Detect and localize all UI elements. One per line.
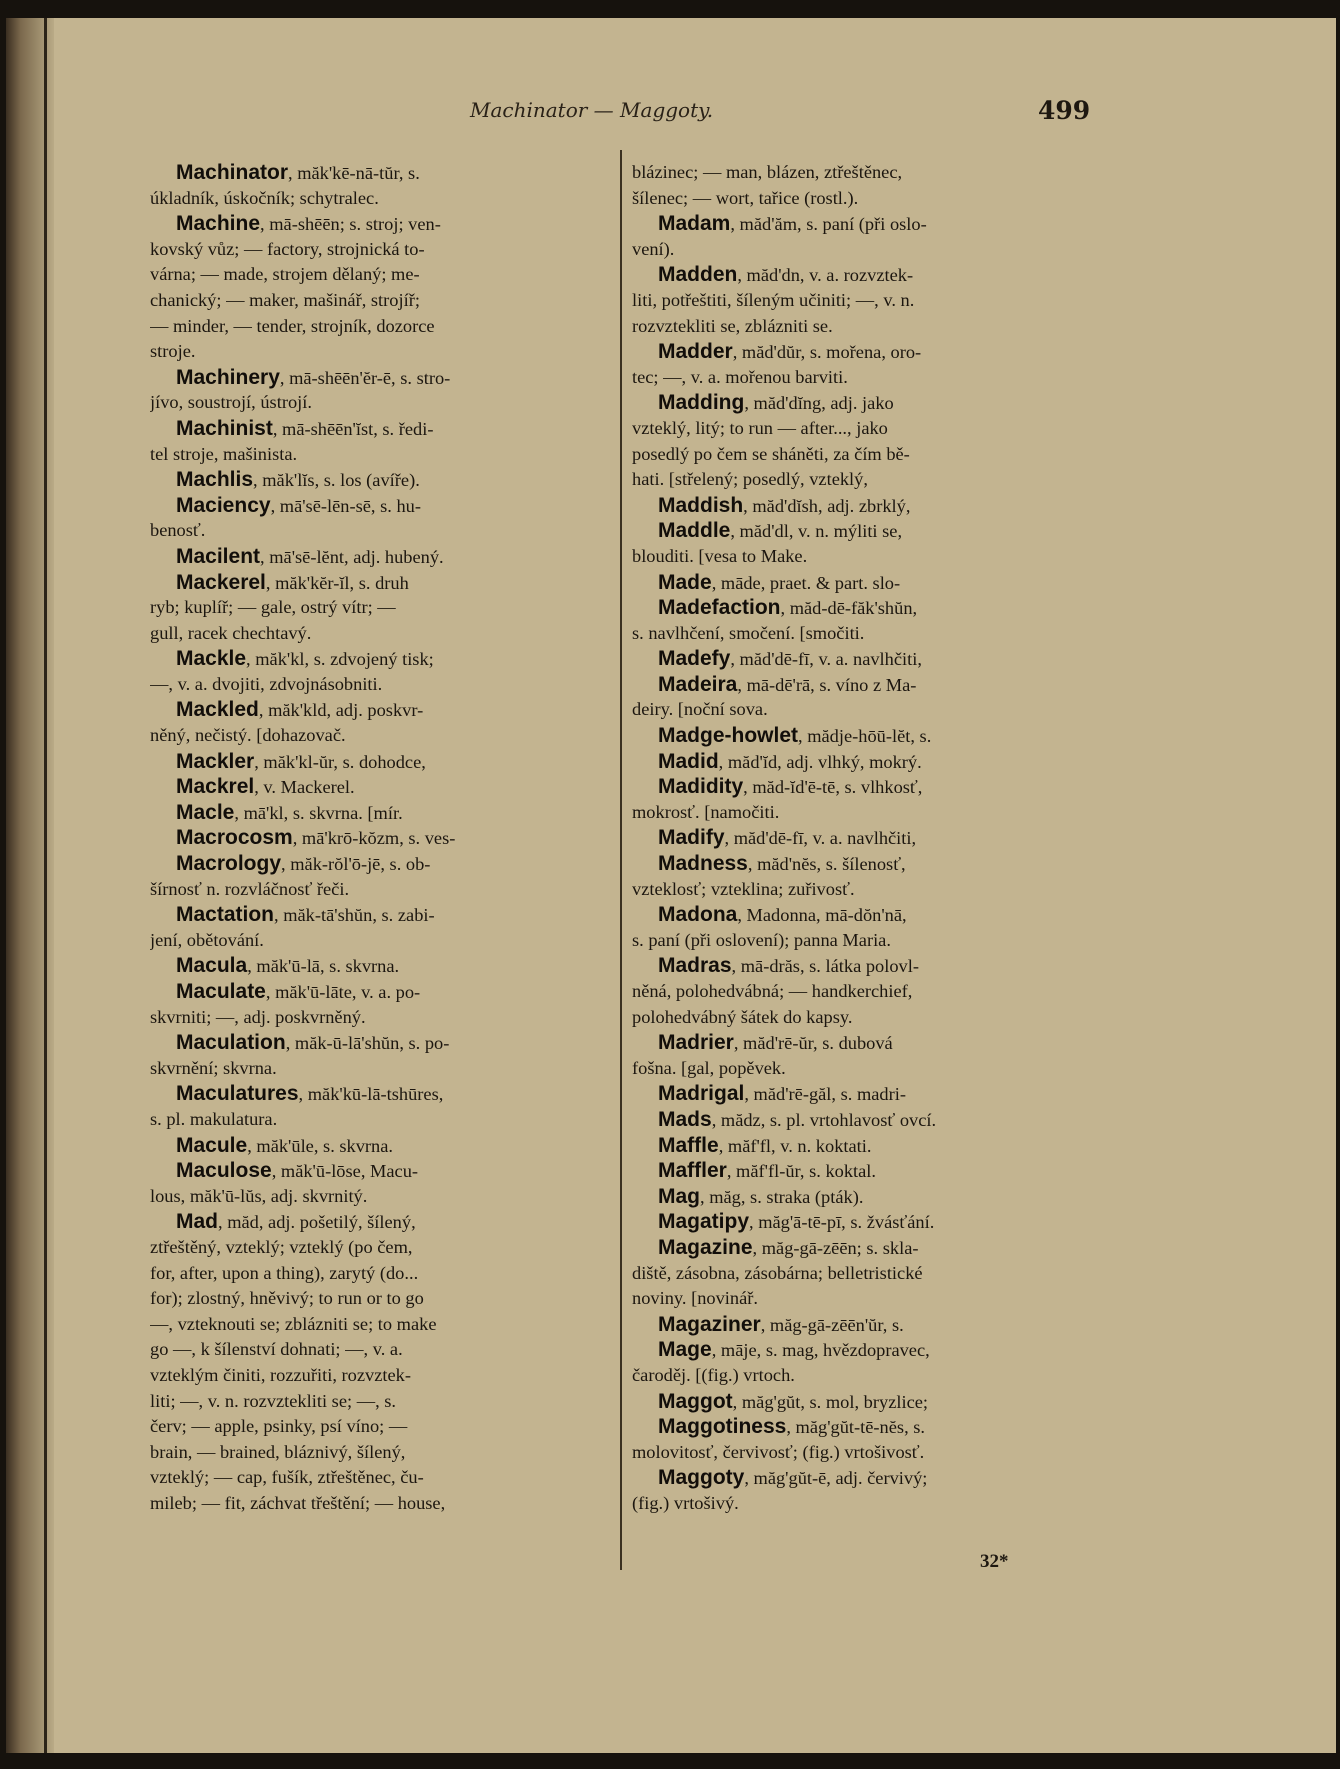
dictionary-line: molovitosť, červivosť; (fig.) vrtošivosť. <box>632 1441 925 1462</box>
headword: Macrology <box>176 852 282 876</box>
dictionary-line <box>150 570 612 596</box>
printer-signature: 32* <box>980 1551 1009 1572</box>
dictionary-line: posedlý po čem se sháněti, za čím bě- <box>632 443 910 464</box>
dictionary-line: mokrosť. [namočiti. <box>632 801 780 822</box>
headword: Machlis <box>176 468 254 492</box>
dictionary-line <box>632 1337 1102 1363</box>
dictionary-line: diště, zásobna, zásobárna; belletristické <box>632 1262 923 1283</box>
dictionary-line <box>632 595 1102 621</box>
entry-text: , măk-rŏl'ō-jē, s. ob- <box>281 854 431 875</box>
dictionary-line: stroje. <box>150 341 196 362</box>
entry-text: , măk-ū-lā'shŭn, s. po- <box>285 1033 450 1054</box>
headword: Machinist <box>176 416 273 440</box>
headword: Magazine <box>658 1235 753 1259</box>
dictionary-line <box>632 1133 1102 1159</box>
dictionary-line: lous, măk'ū-lŭs, adj. skvrnitý. <box>150 1185 368 1206</box>
dictionary-line <box>150 1209 612 1235</box>
headword: Madrigal <box>658 1082 745 1106</box>
entry-text: , măg'gŭt-tē-nĕs, s. <box>786 1417 926 1438</box>
dictionary-line: čaroděj. [(fig.) vrtoch. <box>632 1364 795 1385</box>
left-column <box>150 160 612 1516</box>
entry-text: , mā-shēēn'ĕr-ē, s. stro- <box>279 367 451 388</box>
entry-text: , măd, adj. pošetilý, šílený, <box>218 1212 416 1233</box>
headword: Maciency <box>176 493 271 517</box>
headword: Madge-howlet <box>658 724 798 748</box>
dictionary-line <box>150 953 612 979</box>
dictionary-line: for, after, upon a thing), zarytý (do... <box>150 1262 419 1283</box>
dictionary-line <box>632 774 1102 800</box>
entry-text: , măd'ĭd, adj. vlhký, mokrý. <box>718 751 922 772</box>
dictionary-line: šílenec; — wort, tařice (rostl.). <box>632 187 859 208</box>
entry-text: , măd'dē-fī, v. a. navlhčiti, <box>724 828 917 849</box>
dictionary-line <box>150 160 612 186</box>
dictionary-line <box>150 800 612 826</box>
entry-text: , măk'ūle, s. skvrna. <box>247 1135 394 1156</box>
dictionary-line: chanický; — maker, mašinář, strojíř; <box>150 289 420 310</box>
dictionary-line: ryb; kuplíř; — gale, ostrý vítr; — <box>150 597 396 618</box>
dictionary-line: mileb; — fit, záchvat třeštění; — house, <box>150 1492 446 1513</box>
dictionary-line: go —, k šílenství dohnati; —, v. a. <box>150 1339 403 1360</box>
dictionary-line <box>150 851 612 877</box>
headword: Madidity <box>658 775 744 799</box>
entry-text: , măd'rē-ŭr, s. dubová <box>733 1033 893 1054</box>
headword: Maggotiness <box>658 1415 787 1439</box>
entry-text: , măg-gā-zēēn'ŭr, s. <box>760 1314 904 1335</box>
dictionary-line: tel stroje, mašinista. <box>150 443 298 464</box>
gutter-line <box>44 18 47 1753</box>
dictionary-line <box>632 390 1102 416</box>
dictionary-line: skvrnění; skvrna. <box>150 1057 277 1078</box>
dictionary-line: for); zlostný, hněvivý; to run or to go <box>150 1288 424 1309</box>
dictionary-line <box>632 1030 1102 1056</box>
entry-text: , măk'ū-lāte, v. a. po- <box>265 982 421 1002</box>
dictionary-line: červ; — apple, psinky, psí víno; — <box>150 1416 408 1437</box>
dictionary-line <box>632 1158 1102 1184</box>
dictionary-line: jení, obětování. <box>150 929 264 950</box>
headword: Mad <box>176 1210 218 1234</box>
entry-text: , măd'dn, v. a. rozvztek- <box>737 265 914 286</box>
headword: Madefaction <box>658 596 781 620</box>
dictionary-line: něný, nečistý. [dohazovač. <box>150 725 346 746</box>
dictionary-line <box>150 749 612 775</box>
headword: Macilent <box>176 544 261 568</box>
headword: Madder <box>658 340 733 364</box>
dictionary-line: kovský vůz; — factory, strojnická to- <box>150 238 425 259</box>
headword: Made <box>658 570 712 594</box>
dictionary-line: něná, polohedvábná; — handkerchief, <box>632 981 913 1001</box>
dictionary-line: vzteklý; — cap, fušík, ztřeštěnec, ču- <box>150 1467 424 1488</box>
dictionary-line <box>632 1209 1102 1235</box>
entry-text: , măg'gŭt-ē, adj. červivý; <box>744 1468 928 1489</box>
dictionary-line <box>150 646 612 672</box>
dictionary-line: blouditi. [vesa to Make. <box>632 545 808 566</box>
entry-text: , măk'kl, s. zdvojený tisk; <box>246 649 434 670</box>
dictionary-line: s. navlhčení, smočení. [smočiti. <box>632 622 865 643</box>
headword: Maddish <box>658 493 744 517</box>
headword: Macrocosm <box>176 826 293 850</box>
entry-text: , mā'sē-lĕnt, adj. hubený. <box>260 546 444 567</box>
dictionary-line <box>150 979 612 1005</box>
headword: Mackrel <box>176 775 255 799</box>
headword: Machinator <box>176 161 289 184</box>
dictionary-line: benosť. <box>150 520 206 541</box>
dictionary-line <box>632 672 1102 698</box>
dictionary-line <box>632 902 1102 928</box>
headword: Mackerel <box>176 570 266 594</box>
headword: Maggoty <box>658 1466 745 1490</box>
dictionary-line: —, v. a. dvojiti, zdvojnásobniti. <box>150 673 383 694</box>
column-divider <box>620 150 622 1570</box>
entry-text: , măd'nĕs, s. šílenosť, <box>747 854 906 875</box>
entry-text: , mā-shēēn; s. stroj; ven- <box>260 214 441 235</box>
headword: Maculation <box>176 1031 286 1055</box>
dictionary-line <box>150 1030 612 1056</box>
dictionary-line: (fig.) vrtošivý. <box>632 1492 739 1513</box>
headword: Madam <box>658 212 731 236</box>
entry-text: , măd-dē-făk'shŭn, <box>780 598 918 619</box>
entry-text: , mā-drăs, s. látka polovl- <box>731 956 919 977</box>
entry-text: , mădje-hōū-lĕt, s. <box>798 726 932 747</box>
page-number: 499 <box>1038 96 1091 125</box>
dictionary-line: noviny. [novinář. <box>632 1288 758 1309</box>
headword: Machinery <box>176 365 280 389</box>
dictionary-line: —, vzteknouti se; zblázniti se; to make <box>150 1313 437 1334</box>
entry-text: , măk'kĕr-ĭl, s. druh <box>265 572 409 593</box>
headword: Madness <box>658 852 748 876</box>
headword: Mage <box>658 1338 712 1362</box>
entry-text: , măd'rē-găl, s. madri- <box>744 1084 906 1105</box>
dictionary-line <box>632 1389 1102 1415</box>
entry-text: , măg'ā-tē-pī, s. žvásťání. <box>749 1212 935 1233</box>
dictionary-line: — minder, — tender, strojník, dozorce <box>150 315 435 336</box>
dictionary-line <box>632 749 1102 775</box>
headword: Maculate <box>176 980 266 1003</box>
dictionary-line <box>150 825 612 851</box>
headword: Mackle <box>176 647 247 671</box>
entry-text: , măg-gā-zēēn; s. skla- <box>752 1237 919 1258</box>
headword: Madrier <box>658 1031 734 1055</box>
headword: Mackler <box>176 749 255 773</box>
entry-text: , măk'kld, adj. poskvr- <box>258 700 424 721</box>
headword: Machine <box>176 212 261 236</box>
entry-text: , măg'gŭt, s. mol, bryzlice; <box>732 1391 929 1412</box>
headword: Magaziner <box>658 1312 761 1336</box>
dictionary-line <box>632 262 1102 288</box>
entry-text: , măk'kū-lā-tshūres, <box>298 1084 444 1105</box>
headword: Maffle <box>658 1133 719 1157</box>
dictionary-line <box>632 1107 1102 1133</box>
entry-text: , măd'dl, v. n. mýliti se, <box>730 521 903 542</box>
dictionary-line <box>632 1184 1102 1210</box>
headword: Madify <box>658 826 725 850</box>
entry-text: , măd'dŭr, s. mořena, oro- <box>732 342 922 363</box>
entry-text: , măf'fl-ŭr, s. koktal. <box>726 1161 877 1182</box>
entry-text: , mā-dē'rā, s. víno z Ma- <box>737 674 917 695</box>
headword: Madding <box>658 391 745 415</box>
dictionary-line: s. pl. makulatura. <box>150 1108 278 1129</box>
entry-text: , mā'kl, s. skvrna. [mír. <box>234 802 403 823</box>
headword: Maculatures <box>176 1082 299 1106</box>
dictionary-line <box>632 1081 1102 1107</box>
dictionary-line <box>632 1312 1102 1338</box>
entry-text: , māje, s. mag, hvězdopravec, <box>711 1340 930 1361</box>
entry-text: , măd-ĭd'ē-tē, s. vlhkosť, <box>743 777 923 798</box>
dictionary-line <box>150 211 612 237</box>
dictionary-line <box>632 646 1102 672</box>
dictionary-line: ztřeštěný, vzteklý; vzteklý (po čem, <box>150 1236 413 1257</box>
entry-text: , mădz, s. pl. vrtohlavosť ovcí. <box>711 1109 937 1130</box>
dictionary-line: liti, potřeštiti, šíleným učiniti; —, v. n. <box>632 289 915 310</box>
dictionary-line: vzteklý, litý; to run — after..., jako <box>632 417 888 438</box>
entry-text: , măk'lĭs, s. los (avíře). <box>253 470 420 491</box>
running-header: Machinator — Maggoty. <box>470 98 714 122</box>
dictionary-line: blázinec; — man, blázen, ztřeštěnec, <box>632 162 903 182</box>
dictionary-line: vzteklosť; vzteklina; zuřivosť. <box>632 878 855 899</box>
dictionary-line: šírnosť n. rozvláčnosť řeči. <box>150 878 350 899</box>
entry-text: , mā-shēēn'ĭst, s. ředi- <box>272 418 434 439</box>
dictionary-line <box>150 697 612 723</box>
headword: Mactation <box>176 903 275 927</box>
dictionary-line <box>150 774 612 800</box>
dictionary-line <box>632 1465 1102 1491</box>
entry-text: , Madonna, mā-dŏn'nā, <box>737 905 907 926</box>
dictionary-line: brain, — brained, bláznivý, šílený, <box>150 1441 406 1462</box>
dictionary-line <box>632 339 1102 365</box>
headword: Maggot <box>658 1389 733 1413</box>
dictionary-line: tec; —, v. a. mořenou barviti. <box>632 366 848 387</box>
headword: Madid <box>658 749 719 773</box>
headword: Madden <box>658 263 738 287</box>
dictionary-line <box>632 570 1102 596</box>
headword: Macule <box>176 1133 248 1157</box>
dictionary-line: liti; —, v. n. rozvztekliti se; —, s. <box>150 1390 397 1411</box>
dictionary-line: deiry. [noční sova. <box>632 699 768 720</box>
dictionary-line: vzteklým činiti, rozzuřiti, rozvztek- <box>150 1364 411 1385</box>
dictionary-line <box>150 544 612 570</box>
headword: Maddle <box>658 519 731 543</box>
entry-text: , măd'dē-fī, v. a. navlhčiti, <box>730 649 922 670</box>
dictionary-line <box>150 365 612 391</box>
dictionary-line: hati. [střelený; posedlý, vzteklý, <box>632 469 868 490</box>
headword: Mackled <box>176 698 259 722</box>
entry-text: , măd'dĭng, adj. jako <box>744 393 894 414</box>
dictionary-line <box>632 1235 1102 1261</box>
entry-text: , măg, s. straka (pták). <box>700 1186 864 1207</box>
entry-text: , măd'ăm, s. paní (při oslo- <box>730 214 927 235</box>
dictionary-line <box>632 1414 1102 1440</box>
dictionary-line <box>632 493 1102 519</box>
headword: Magatipy <box>658 1210 750 1234</box>
dictionary-line <box>150 467 612 493</box>
dictionary-line <box>150 902 612 928</box>
dictionary-line <box>632 211 1102 237</box>
entry-text: , măk-tā'shŭn, s. zabi- <box>274 905 435 926</box>
entry-text: , māde, praet. & part. slo- <box>711 572 901 593</box>
dictionary-line <box>632 518 1102 544</box>
entry-text: , mā'krō-kŏzm, s. ves- <box>292 828 456 849</box>
headword: Madeira <box>658 672 738 696</box>
dictionary-line: s. paní (při oslovení); panna Maria. <box>632 929 891 950</box>
headword: Macula <box>176 954 248 978</box>
entry-text: , măf'fl, v. n. koktati. <box>718 1135 872 1156</box>
headword: Maffler <box>658 1159 727 1183</box>
dictionary-line: fošna. [gal, popěvek. <box>632 1057 786 1078</box>
dictionary-line: skvrniti; —, adj. poskvrněný. <box>150 1006 366 1027</box>
dictionary-line: jívo, soustrojí, ústrojí. <box>150 392 312 413</box>
headword: Maculose <box>176 1159 272 1183</box>
headword: Madona <box>658 903 738 927</box>
right-column <box>632 160 1102 1516</box>
dictionary-line <box>150 1133 612 1159</box>
entry-text: , măk'kē-nā-tŭr, s. <box>288 163 420 183</box>
dictionary-line: úkladník, úskočník; schytralec. <box>150 187 379 208</box>
dictionary-line: rozvztekliti se, zblázniti se. <box>632 315 833 336</box>
dictionary-line <box>632 723 1102 749</box>
headword: Madefy <box>658 647 731 671</box>
dictionary-line <box>150 1158 612 1184</box>
dictionary-line <box>632 825 1102 851</box>
entry-text: , v. Mackerel. <box>254 777 355 798</box>
dictionary-line <box>150 1081 612 1107</box>
dictionary-line <box>150 493 612 519</box>
dictionary-line: gull, racek chechtavý. <box>150 622 312 643</box>
headword: Mads <box>658 1107 712 1131</box>
headword: Mag <box>658 1184 700 1208</box>
dictionary-line <box>632 851 1102 877</box>
dictionary-line: polohedvábný šátek do kapsy. <box>632 1006 853 1027</box>
entry-text: , măd'dĭsh, adj. zbrklý, <box>743 495 911 516</box>
entry-text: , mā'sē-lēn-sē, s. hu- <box>270 495 421 516</box>
entry-text: , măk'ū-lōse, Macu- <box>271 1161 419 1182</box>
headword: Madras <box>658 954 732 978</box>
dictionary-line <box>632 953 1102 979</box>
dictionary-line: várna; — made, strojem dělaný; me- <box>150 264 420 285</box>
dictionary-line: vení). <box>632 238 675 259</box>
entry-text: , măk'kl-ŭr, s. dohodce, <box>254 751 426 772</box>
entry-text: , măk'ū-lā, s. skvrna. <box>247 956 400 977</box>
dictionary-line <box>150 416 612 442</box>
headword: Macle <box>176 800 235 824</box>
